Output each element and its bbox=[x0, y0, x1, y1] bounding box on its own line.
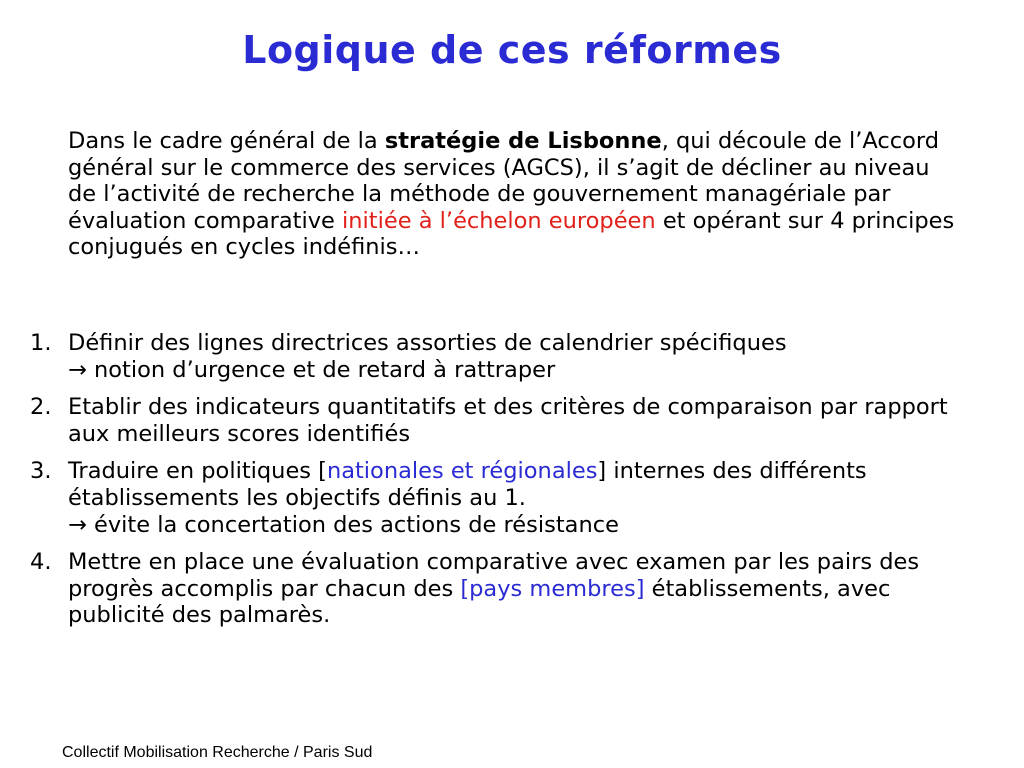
list-item-subline: → évite la concertation des actions de résistance bbox=[68, 511, 619, 538]
list-item-text: Etablir des indicateurs quantitatifs et des critères de comparaison par rapport aux meilleurs scores identifiés bbox=[68, 394, 948, 447]
slide-title: Logique de ces réformes bbox=[242, 28, 782, 72]
list-item-text bbox=[68, 458, 970, 511]
list-item-text-post: ] internes des différents établissements les objectifs définis au 1. bbox=[68, 458, 867, 511]
intro-text-3: et opérant sur 4 principes conjugués en cycles indéfinis… bbox=[68, 207, 955, 261]
intro-bold-text: stratégie de Lisbonne bbox=[384, 128, 662, 154]
list-item-1 bbox=[30, 330, 970, 383]
footer-credit: Collectif Mobilisation Recherche / Paris Sud bbox=[62, 744, 373, 761]
intro-red-text: initiée à l’échelon européen bbox=[342, 207, 656, 234]
list-item-text-post: établissements, avec publicité des palmarès. bbox=[68, 575, 891, 629]
list-item-blue-text: [pays membres] bbox=[460, 575, 645, 602]
list-item-text bbox=[68, 549, 919, 628]
list-item-text-pre: Traduire en politiques [ bbox=[68, 458, 327, 485]
list-item-blue-text: nationales et régionales bbox=[326, 458, 598, 485]
list-item-text-pre: Mettre en place une évaluation comparative avec examen par les pairs des progrès accomplis par chacun des bbox=[68, 549, 920, 602]
list-item-2 bbox=[30, 394, 970, 447]
list-number: 3. bbox=[30, 458, 52, 485]
list-number: 1. bbox=[30, 330, 52, 356]
list-item-text: Définir des lignes directrices assorties de calendrier spécifiques bbox=[68, 330, 787, 356]
list-item-subline: → notion d’urgence et de retard à rattraper bbox=[68, 356, 556, 383]
list-item-4 bbox=[30, 549, 970, 629]
list-item-3 bbox=[30, 458, 970, 538]
intro-text-1: Dans le cadre général de la bbox=[68, 128, 385, 154]
intro-text-2: , qui découle de l’Accord général sur le commerce des services (AGCS), il s’agit de décliner au niveau de l’activité de recherche la méthode de gouvernement managériale par évaluation comparative bbox=[68, 128, 940, 234]
intro-paragraph bbox=[68, 128, 958, 261]
principles-list bbox=[30, 330, 970, 640]
list-number: 2. bbox=[30, 394, 52, 421]
list-number: 4. bbox=[30, 549, 52, 576]
